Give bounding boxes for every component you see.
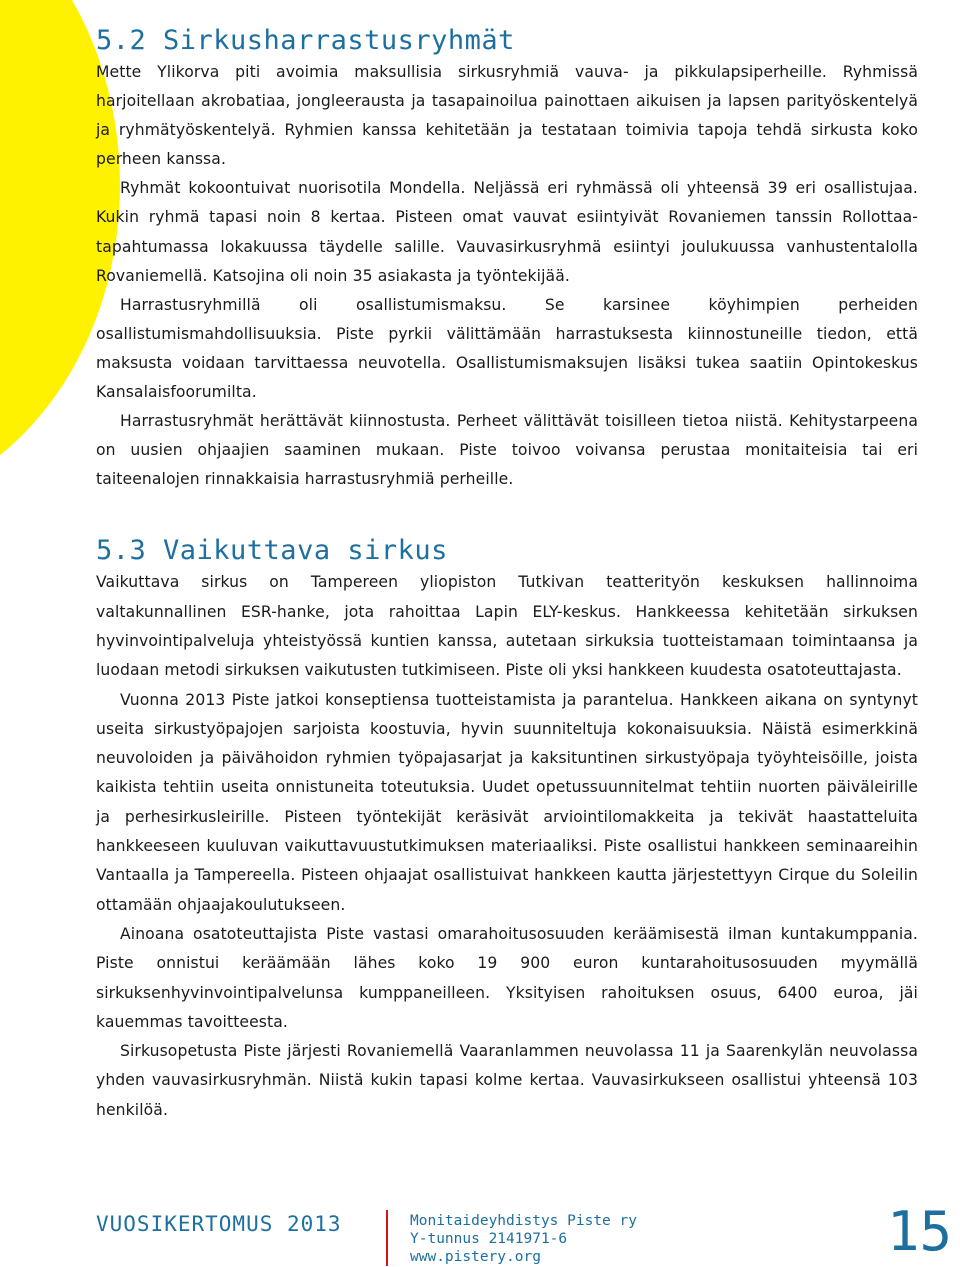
paragraph: Vuonna 2013 Piste jatkoi konseptiensa tuotteistamista ja parantelua. Hankkeen aikana on syntynyt useita sirkustyöpajojen sarjoista koostuvia, hyvin suunniteltuja kokonaisuuksia. Näistä esimerkkinä neuvoloiden ja päivähoidon ryhmien työpajasarjat ja kaksituntinen sirkustyöpaja työyhteisöille, joista kaikista tehtiin useita onnistuneita toteutuksia. Uudet opetussuunnitelmat tehtiin nuorten päiväleirille ja perhesirkusleirille. Pisteen työntekijät keräsivät arviointilomakkeita ja tekivät haastatteluita hankkeeseen kuuluvan vaikuttavuustutkimuksen materiaaliksi. Piste osallistui hankkeen seminaareihin Vantaalla ja Tampereella. Pisteen ohjaajat osallistuivat hankkeen kautta järjestettyyn Cirque du Soleilin ottamään ohjaajakoulutukseen. <box>96 690 918 914</box>
paragraph: Ryhmät kokoontuivat nuorisotila Mondella. Neljässä eri ryhmässä oli yhteensä 39 eri osallistujaa. Kukin ryhmä tapasi noin 8 kertaa. Pisteen omat vauvat esiintyivät Rovaniemen tanssin Rollottaa-tapahtumassa lokakuussa täydelle salille. Vauvasirkusryhmä esiintyi joulukuussa vanhustentalolla Rovaniemellä. Katsojina oli noin 35 asiakasta ja työntekijää. <box>96 179 918 285</box>
organization-name: Monitaideyhdistys Piste ry <box>410 1213 637 1229</box>
section-heading-5-2: 5.2 Sirkusharrastusryhmät <box>96 25 515 56</box>
section-sirkusharrastusryhmat <box>96 24 918 494</box>
paragraph: Harrastusryhmät herättävät kiinnostusta. Perheet välittävät toisilleen tietoa niistä. Kehitystarpeena on uusien ohjaajien saaminen mukaan. Piste toivoo voivansa perustaa monitaiteisia tai eri taiteenalojen rinnakkaisia harrastusryhmiä perheille. <box>96 412 918 489</box>
website-link[interactable]: www.pistery.org <box>410 1249 541 1265</box>
paragraph: Ainoana osatoteuttajista Piste vastasi omarahoitusosuuden keräämisestä ilman kuntakumppania. Piste onnistui keräämään lähes koko 19 900 euron kuntarahoitusosuuden myymällä sirkuksenhyvinvointipalvelunsa kumppaneilleen. Yksityisen rahoituksen osuus, 6400 euroa, jäi kauemmas tavoitteesta. <box>96 924 918 1031</box>
business-id: Y-tunnus 2141971-6 <box>410 1231 568 1247</box>
paragraph: Mette Ylikorva piti avoimia maksullisia sirkusryhmiä vauva- ja pikkulapsiperheille. Ryhmissä harjoitellaan akrobatiaa, jongleerausta ja tasapainoilua painottaen aikuisen ja lapsen parityöskentelyä ja ryhmätyöskentelyä. Ryhmien kanssa kehitetään ja testataan toimivia tapoja tehdä sirkusta koko perheen kanssa. <box>96 63 918 169</box>
footer-divider <box>386 1210 388 1266</box>
page-number: 15 <box>886 1200 952 1263</box>
paragraph: Sirkusopetusta Piste järjesti Rovaniemellä Vaaranlammen neuvolassa 11 ja Saarenkylän neuvolassa yhden vauvasirkusryhmän. Niistä kukin tapasi kolme kertaa. Vauvasirkukseen osallistui yhteensä 103 henkilöä. <box>96 1042 918 1119</box>
page-content <box>96 24 918 1125</box>
paragraph: Vaikuttava sirkus on Tampereen yliopiston Tutkivan teatterityön keskuksen hallinnoima valtakunnallinen ESR-hanke, jota rahoittaa Lapin ELY-keskus. Hankkeessa kehitetään sirkuksen hyvinvointipalveluja yhteistyössä kuntien kanssa, autetaan sirkuksia tuotteistamaan toimintaansa ja luodaan metodi sirkuksen vaikutusten tutkimiseen. Piste oli yksi hankkeen kuudesta osatoteuttajasta. <box>96 573 918 680</box>
footer-title: VUOSIKERTOMUS 2013 <box>96 1212 342 1236</box>
page-footer <box>96 1200 960 1267</box>
section-vaikuttava-sirkus <box>96 534 918 1125</box>
footer-organization <box>410 1212 637 1266</box>
section-heading-5-3: 5.3 Vaikuttava sirkus <box>96 535 448 567</box>
paragraph: Harrastusryhmillä oli osallistumismaksu. Se karsinee köyhimpien perheiden osallistumismahdollisuuksia. Piste pyrkii välittämään harrastuksesta kiinnostuneille tiedon, että maksusta voidaan tarvittaessa neuvotella. Osallistumismaksujen lisäksi tukea saatiin Opintokeskus Kansalaisfoorumilta. <box>96 295 918 402</box>
